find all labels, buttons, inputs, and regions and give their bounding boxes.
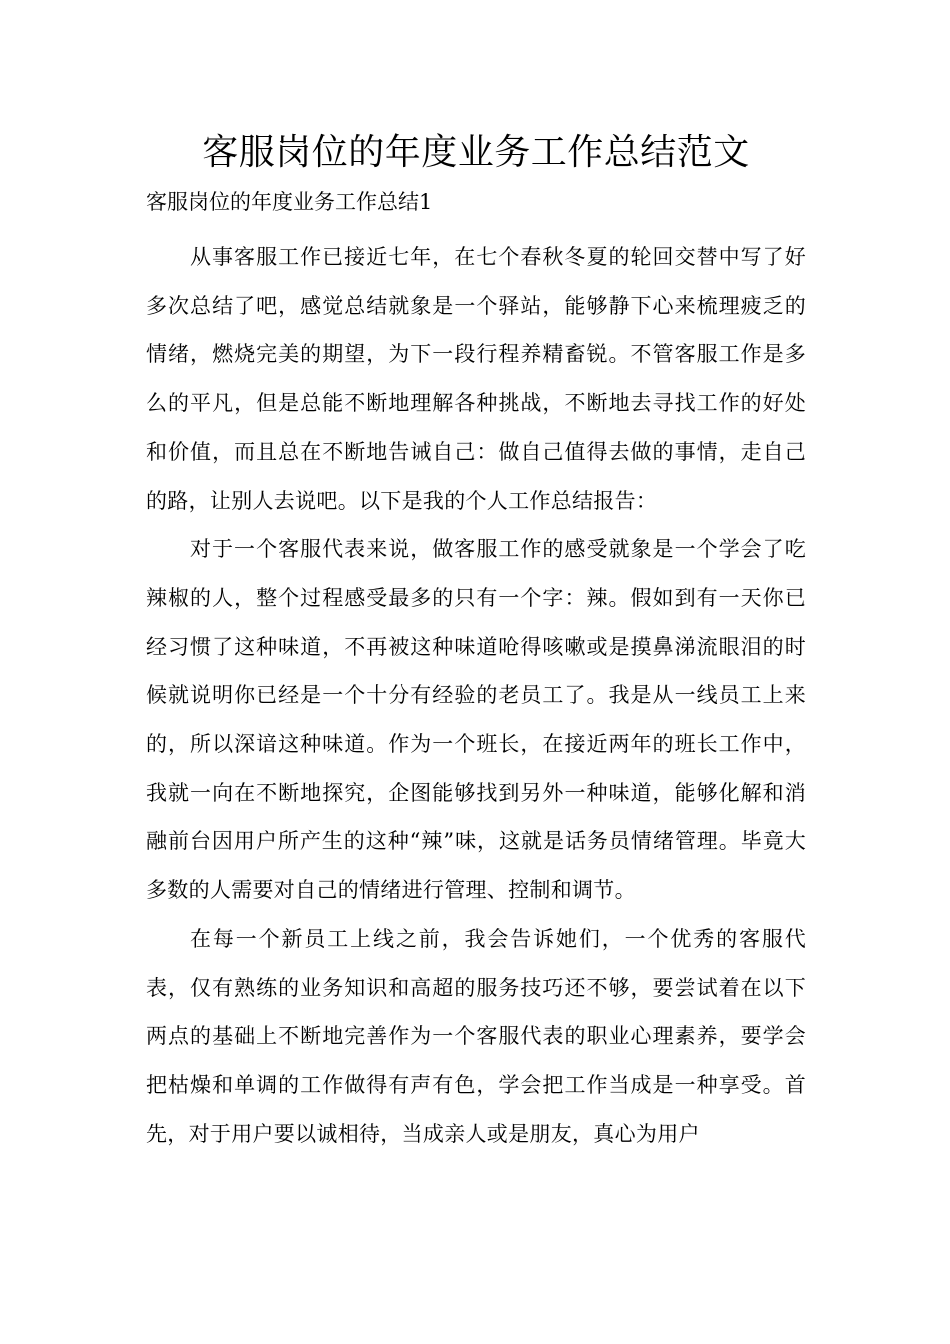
paragraph-3: 在每一个新员工上线之前，我会告诉她们，一个优秀的客服代表，仅有熟练的业务知识和高超的服务技巧还不够，要尝试着在以下两点的基础上不断地完善作为一个客服代表的职业心理素养，要学会把枯燥和单调的工作做得有声有色，学会把工作当成是一种享受。首先，对于用户要以诚相待，当成亲人或是朋友，真心为用户	[146, 926, 806, 1146]
document-title: 客服岗位的年度业务工作总结范文	[202, 132, 750, 173]
paragraph-2: 对于一个客服代表来说，做客服工作的感受就象是一个学会了吃辣椒的人，整个过程感受最多的只有一个字：辣。假如到有一天你已经习惯了这种味道，不再被这种味道呛得咳嗽或是摸鼻涕流眼泪的时候就说明你已经是一个十分有经验的老员工了。我是从一线员工上来的，所以深谙这种味道。作为一个班长，在接近两年的班长工作中，我就一向在不断地探究，企图能够找到另外一种味道，能够化解和消融前台因用户所产生的这种“辣”味，这就是话务员情绪管理。毕竟大多数的人需要对自己的情绪进行管理、控制和调节。	[146, 537, 806, 903]
paragraph-1: 从事客服工作已接近七年，在七个春秋冬夏的轮回交替中写了好多次总结了吧，感觉总结就象是一个驿站，能够静下心来梳理疲乏的情绪，燃烧完美的期望，为下一段行程养精畜锐。不管客服工作是多么的平凡，但是总能不断地理解各种挑战，不断地去寻找工作的好处和价值，而且总在不断地告诫自己：做自己值得去做的事情，走自己的路，让别人去说吧。以下是我的个人工作总结报告：	[146, 245, 806, 513]
document-subtitle: 客服岗位的年度业务工作总结1	[146, 190, 433, 214]
document-body	[146, 233, 806, 1158]
